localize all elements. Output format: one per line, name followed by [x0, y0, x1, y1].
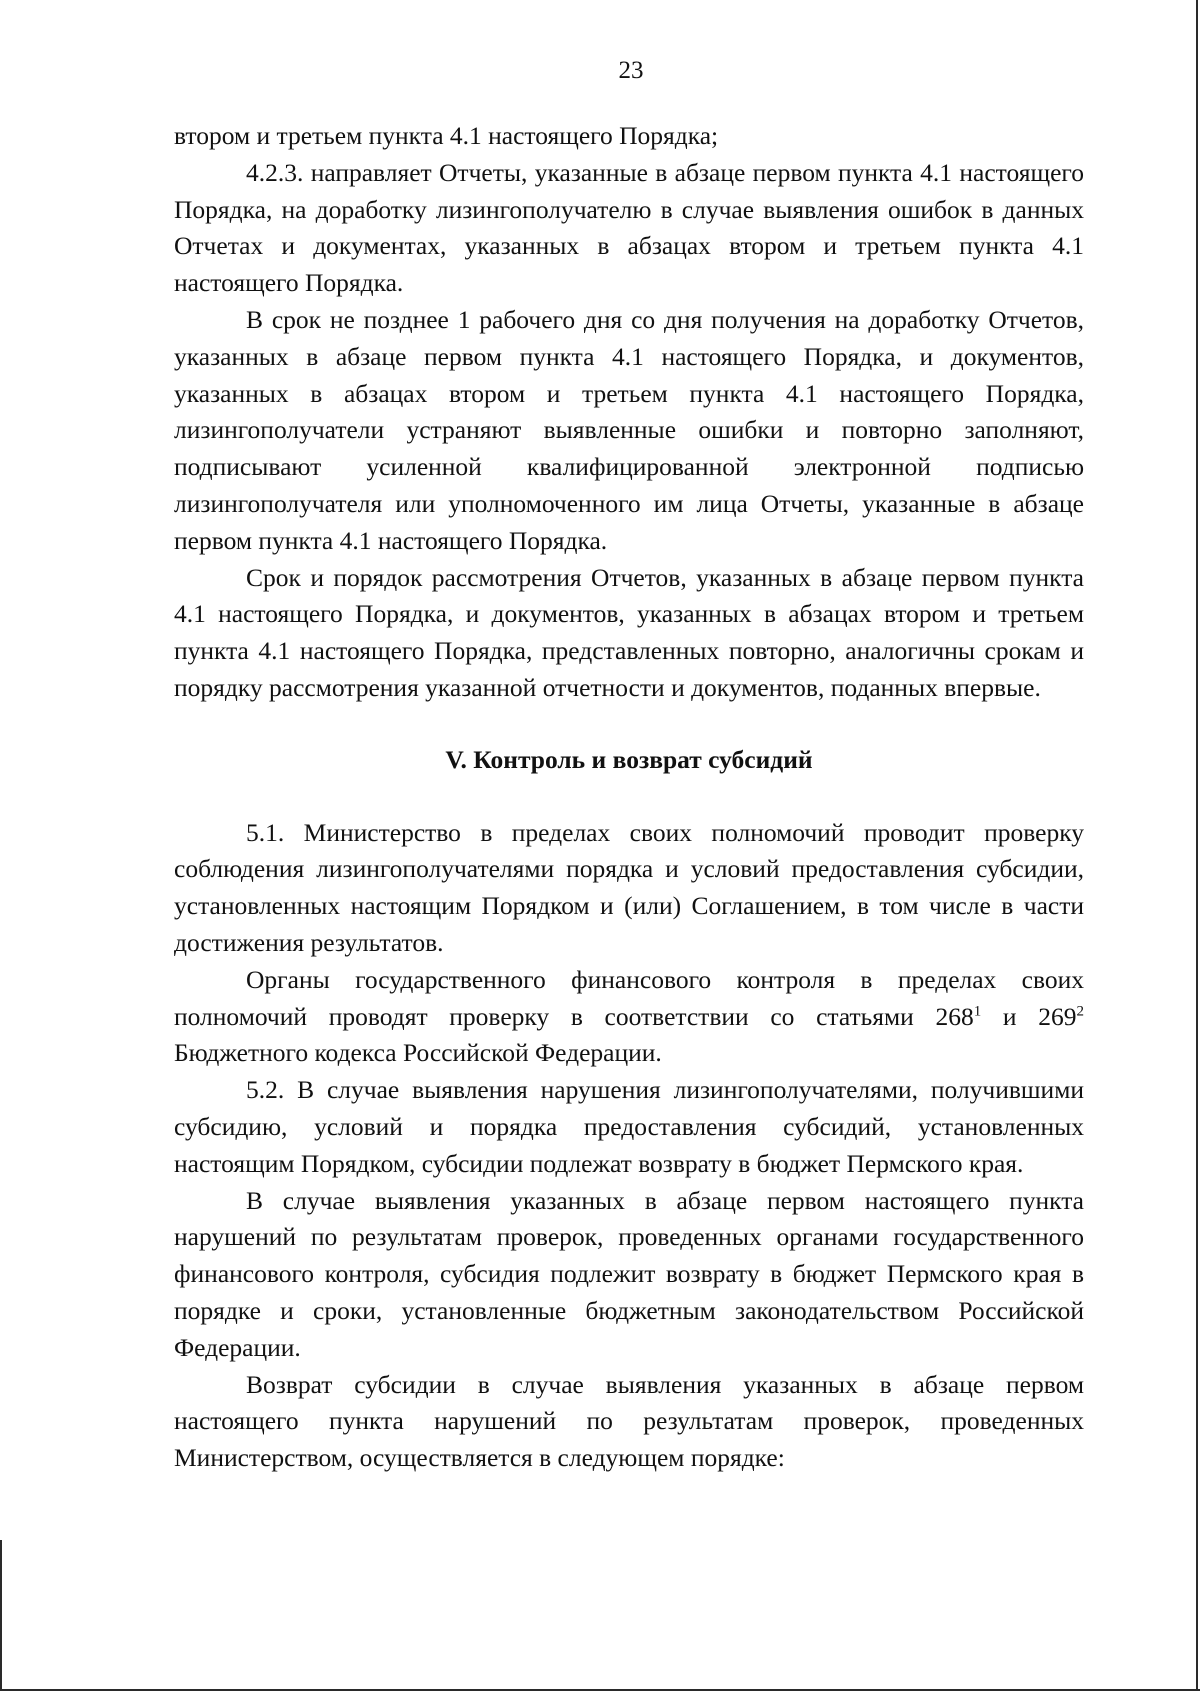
- paragraph-financial-control: [174, 962, 1084, 1072]
- paragraph-5-2: 5.2. В случае выявления нарушения лизингополучателями, получившими субсидию, условий и порядка предоставления субсидий, установленных настоящим Порядком, субсидии подлежат возврату в бюджет Пермского края.: [174, 1075, 1084, 1178]
- document-body: [174, 118, 1084, 1477]
- paragraph-4-2-3: 4.2.3. направляет Отчеты, указанные в абзаце первом пункта 4.1 настоящего Порядка, на доработку лизингополучателю в случае выявления ошибок в данных Отчетах и документах, указанных в абзацах втором и третьем пункта 4.1 настоящего Порядка.: [174, 157, 1084, 298]
- paragraph-5-1: 5.1. Министерство в пределах своих полномочий проводит проверку соблюдения лизингополучателями порядка и условий предоставления субсидии, установленных настоящим Порядком и (или) Соглашением, в том числе в части достижения результатов.: [174, 817, 1084, 957]
- paragraph-correction-deadline: В срок не позднее 1 рабочего дня со дня получения на доработку Отчетов, указанных в абзаце первом пункта 4.1 настоящего Порядка, и документов, указанных в абзацах втором и третьем пункта 4.1 настоящего Порядка, лизингополучатели устраняют выявленные ошибки и повторно заполняют, подписывают усиленной квалифицированной электронной подписью лизингополучателя или уполномоченного им лица Отчеты, указанные в абзаце первом пункта 4.1 настоящего Порядка.: [174, 304, 1084, 555]
- paragraph-state-control-return: В случае выявления указанных в абзаце первом настоящего пункта нарушений по результатам проверок, проведенных органами государственного финансового контроля, субсидия подлежит возврату в бюджет Пермского края в порядке и сроки, установленные бюджетным законодательством Российской Федерации.: [174, 1185, 1084, 1362]
- superscript: 2: [1076, 1003, 1084, 1020]
- scan-edge-right: [1196, 0, 1198, 1691]
- paragraph-continuation: втором и третьем пункта 4.1 настоящего Порядка;: [174, 121, 719, 150]
- paragraph-review-terms: Срок и порядок рассмотрения Отчетов, указанных в абзаце первом пункта 4.1 настоящего Порядка, и документов, указанных в абзацах втором и третьем пункта 4.1 настоящего Порядка, представленных повторно, аналогичны срокам и порядку рассмотрения указанной отчетности и документов, поданных впервые.: [174, 562, 1084, 702]
- superscript: 1: [973, 1003, 982, 1020]
- section-heading: V. Контроль и возврат субсидий: [445, 744, 813, 774]
- paragraph-text-part: и 269: [981, 1001, 1077, 1031]
- page-number: 23: [618, 57, 644, 84]
- paragraph-text-part: Бюджетного кодекса Российской Федерации.: [174, 1038, 662, 1068]
- paragraph-text-part: Органы государственного финансового контроля в пределах своих полномочий проводят проверку в соответствии со статьями 268: [174, 964, 1084, 1031]
- scan-edge-left: [0, 1540, 2, 1691]
- paragraph-ministry-return: Возврат субсидии в случае выявления указанных в абзаце первом настоящего пункта нарушений по результатам проверок, проведенных Министерством, осуществляется в следующем порядке:: [174, 1369, 1084, 1473]
